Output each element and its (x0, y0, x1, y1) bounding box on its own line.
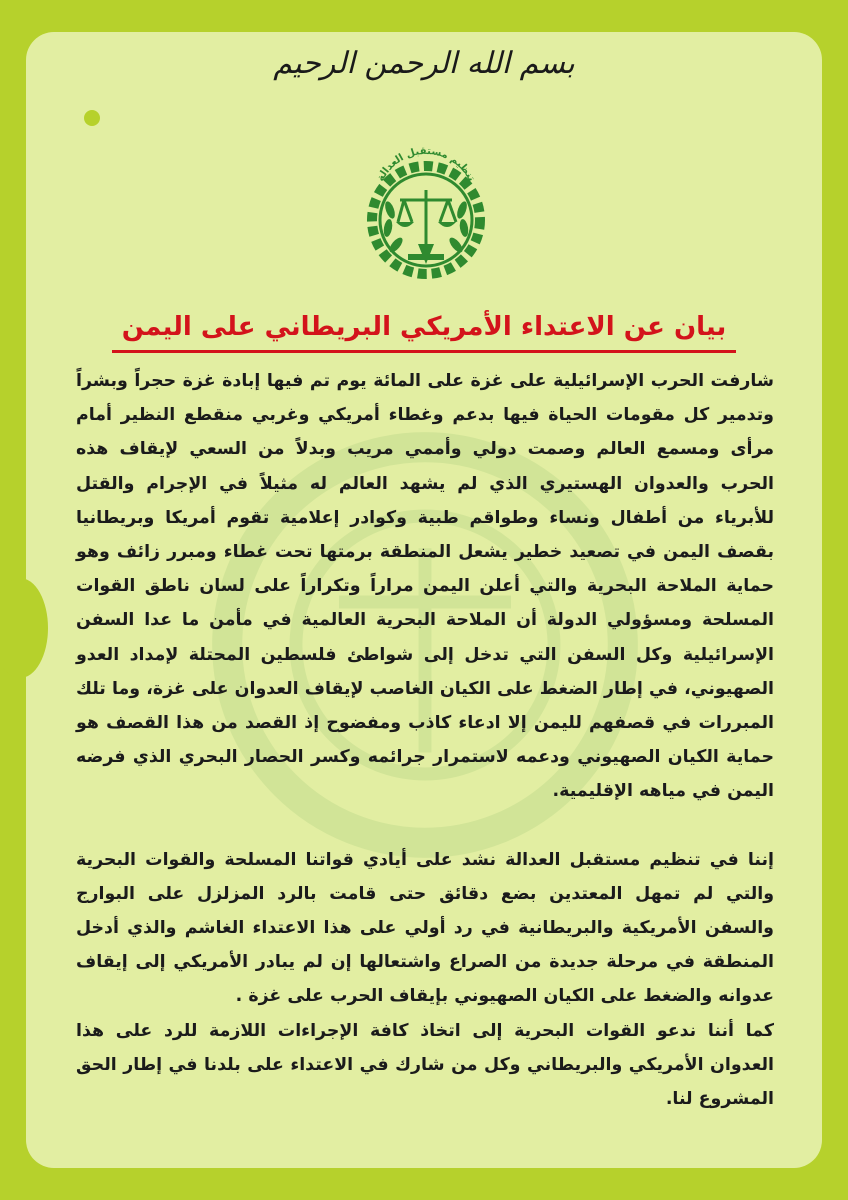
organization-name: تنظيم مستقبل العدالة (375, 145, 477, 184)
title-container (0, 312, 848, 353)
right-notch (826, 546, 848, 646)
organization-logo (356, 132, 496, 282)
paragraph-3: كما أننا ندعو القوات البحرية إلى اتخاذ كافة الإجراءات اللازمة للرد على هذا العدوان الأمريكي والبريطاني وكل من شارك في الاعتداء على بلدنا في إطار الحق المشروع لنا. (76, 1020, 774, 1110)
corner-hole (84, 110, 100, 126)
document-title: بيان عن الاعتداء الأمريكي البريطاني على اليمن (112, 312, 737, 353)
left-notch (0, 578, 48, 678)
paragraph-1: شارفت الحرب الإسرائيلية على غزة على المائة يوم تم فيها إبادة غزة حجراً وبشراً وتدمير كل مقومات الحياة فيها بدعم وغطاء أمريكي وغربي منقطع النظير أمام مرأى ومسمع العالم وصمت دولي وأممي مريب وبدلاً من السعي لإيقاف هذه الحرب والعدوان الهستيري الذي لم يشهد العالم له مثيلاً في الإجرام والقتل للأبرياء من أطفال ونساء وطواقم طبية وكوادر إعلامية تقوم أمريكا وبريطانيا بقصف اليمن في تصعيد خطير يشعل المنطقة برمتها تحت غطاء ومبرر زائف وهو حماية الملاحة البحرية والتي أعلن اليمن مراراً وتكراراً على لسان ناطق القوات المسلحة ومسؤولي الدولة أن الملاحة البحرية العالمية في مأمن ما عدا السفن الإسرائيلية وكل السفن التي تدخل إلى شواطئ فلسطين المحتلة لإمداد العدو الصهيوني، في إطار الضغط على الكيان الغاصب لإيقاف العدوان على غزة، وما تلك المبررات في قصفهم لليمن إلا ادعاء كاذب ومفضوح إذ القصد من هذا القصف هو حماية الكيان الصهيوني ودعمه لاستمرار جرائمه وكسر الحصار البحري الذي فرضه اليمن في مياهه الإقليمية. (76, 371, 774, 802)
document-body (76, 364, 774, 1116)
paragraph-2: إننا في تنظيم مستقبل العدالة نشد على أيادي قواتنا المسلحة والقوات البحرية والتي لم تمهل المعتدين بضع دقائق حتى قامت بالرد المزلزل على البوارج والسفن الأمريكية والبريطانية في رد أولي على هذا الاعتداء الغاشم والذي أدخل المنطقة في مرحلة جديدة من الصراع واشتعالها إن لم يبادر الأمريكي إلى إيقاف عدوانه والضغط على الكيان الصهيوني بإيقاف الحرب على غزة . (76, 849, 774, 1007)
basmala: بسم الله الرحمن الرحيم (273, 46, 575, 81)
